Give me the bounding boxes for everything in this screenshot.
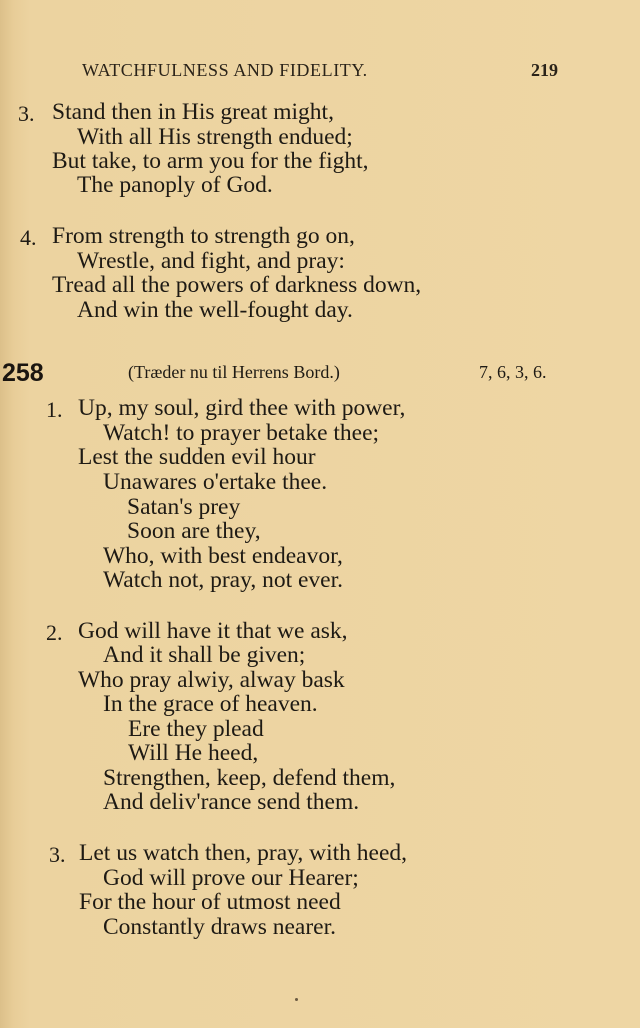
verse-number: 4.	[20, 225, 37, 250]
verse-line: The panoply of God.	[77, 172, 273, 198]
verse-line: Will He heed,	[128, 740, 259, 766]
verse-line: Wrestle, and fight, and pray:	[77, 248, 345, 274]
page-number: 219	[531, 60, 558, 80]
paper-speck	[295, 998, 298, 1001]
verse-line: Who pray alwiy, alway bask	[78, 667, 345, 693]
verse-line: Watch not, pray, not ever.	[103, 567, 343, 593]
verse-number: 3.	[18, 101, 35, 126]
verse-number: 1.	[46, 397, 63, 422]
verse-line: For the hour of utmost need	[79, 889, 341, 915]
verse-line: From strength to strength go on,	[52, 223, 355, 249]
verse-line: And it shall be given;	[103, 642, 306, 668]
hymn-meter: 7, 6, 3, 6.	[479, 362, 547, 382]
verse-line: Ere they plead	[128, 716, 264, 742]
verse-line: Stand then in His great might,	[52, 99, 334, 125]
verse-line: Tread all the powers of darkness down,	[52, 272, 422, 298]
verse-line: Satan's prey	[127, 494, 241, 520]
verse-line: God will prove our Hearer;	[103, 865, 359, 891]
verse-line: Soon are they,	[127, 518, 261, 544]
verse-line: And deliv'rance send them.	[103, 789, 360, 815]
verse-line: Who, with best endeavor,	[103, 543, 343, 569]
verse-line: God will have it that we ask,	[78, 618, 348, 644]
verse-line: Lest the sudden evil hour	[78, 444, 316, 470]
verse-line: Watch! to prayer betake thee;	[103, 420, 380, 446]
hymn-tune: (Træder nu til Herrens Bord.)	[128, 362, 340, 382]
verse-line: Unawares o'ertake thee.	[103, 469, 328, 495]
running-title: WATCHFULNESS AND FIDELITY.	[82, 60, 368, 80]
verse-line: Let us watch then, pray, with heed,	[79, 840, 408, 866]
verse-line: With all His strength endued;	[77, 124, 353, 150]
verse-line: But take, to arm you for the fight,	[52, 148, 369, 174]
verse-line: And win the well-fought day.	[77, 297, 353, 323]
verse-line: Up, my soul, gird thee with power,	[78, 395, 406, 421]
hymn-number: 258	[2, 359, 44, 387]
verse-line: Constantly draws nearer.	[103, 914, 336, 940]
verse-number: 3.	[49, 842, 66, 867]
verse-number: 2.	[46, 620, 63, 645]
verse-line: Strengthen, keep, defend them,	[103, 765, 396, 791]
verse-line: In the grace of heaven.	[103, 691, 318, 717]
